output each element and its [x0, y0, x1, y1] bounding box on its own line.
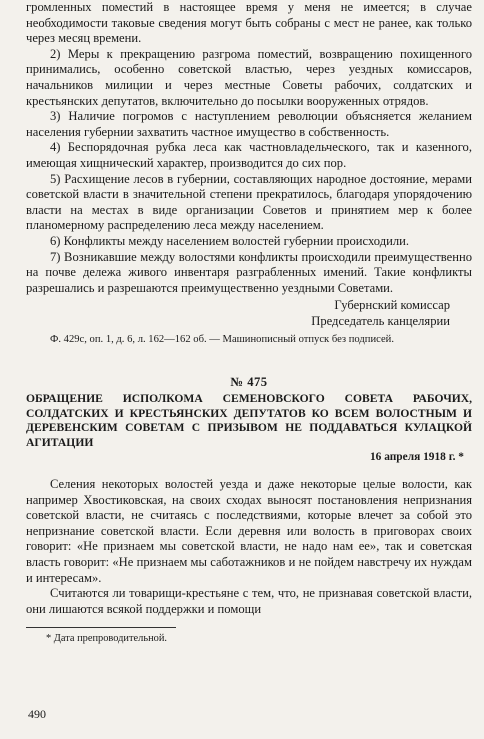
paragraph: 5) Расхищение лесов в губернии, составляющих народное достояние, мерами советской власти в значительной степени прекратилось, благодаря упорядочению власти на местах в виде организации Советов и принятием мер к более планомерному распределению леса между населением.	[26, 171, 472, 233]
signature-line-2: Председатель канцелярии	[311, 313, 450, 328]
document-body	[26, 477, 472, 617]
document-date: 16 апреля 1918 г. *	[369, 451, 464, 464]
document-page	[26, 0, 472, 646]
paragraph: Селения некоторых волостей уезда и даже некоторые целые волости, как например Хвостиковская, на своих сходах выносят постановления непризнания советской власти, не считаясь с последствиями, которые влечет за собой это непризнание советской власти. Если деревня или волость в приговорах своих говорит: «Не признаем мы советской власти, не надо нам ее», так и советская власть говорит: «Не признаем мы саботажников и не пойдем навстречу их нуждам и интересам».	[26, 477, 472, 585]
paragraph: 7) Возникавшие между волостями конфликты происходили преимущественно на почве дележа живого инвентаря разграбленных имений. Такие конфликты разрешались и разрешаются преимущественно уездными Советами.	[26, 249, 472, 295]
document-title: ОБРАЩЕНИЕ ИСПОЛКОМА СЕМЕНОВСКОГО СОВЕТА РАБОЧИХ, СОЛДАТСКИХ И КРЕСТЬЯНСКИХ ДЕПУТАТОВ КО ВСЕМ ВОЛОСТНЫМ И ДЕРЕВЕНСКИМ СОВЕТАМ С ПРИЗЫВОМ НЕ ПОДДАВАТЬСЯ КУЛАЦКОЙ АГИТАЦИИ	[26, 392, 472, 449]
footnote: * Дата препроводительной.	[46, 633, 167, 645]
paragraph: громленных поместий в настоящее время у меня не имеется; в случае необходимости таковые сведения могут быть собраны с мест не ранее, как только через месяц времени.	[26, 0, 472, 46]
document-number: № 475	[230, 375, 268, 390]
paragraph: 2) Меры к прекращению разгрома поместий, возвращению похищенного принимались, особенно советской властью, через уездных комиссаров, начальников милиции и через местные Советы рабочих, солдатских и крестьянских депутатов, включительно до посылки вооруженных отрядов.	[26, 46, 472, 108]
archive-source: Ф. 429с, оп. 1, д. 6, л. 162—162 об. — Машинописный отпуск без подписей.	[50, 334, 394, 346]
paragraph: 6) Конфликты между населением волостей губернии происходили.	[50, 233, 410, 248]
signature-line-1: Губернский комиссар	[334, 298, 450, 313]
paragraph: 3) Наличие погромов с наступлением революции объясняется желанием населения губернии захватить частное имущество в собственность.	[26, 109, 472, 139]
paragraph: Считаются ли товарищи-крестьяне с тем, что, не признавая советской власти, они лишаются всякой поддержки и помощи	[26, 586, 472, 616]
page-number: 490	[28, 707, 46, 721]
paragraph: 4) Беспорядочная рубка леса как частновладельческого, так и казенного, имеющая хищнический характер, производится до сих пор.	[26, 140, 472, 170]
footnote-divider	[26, 627, 176, 628]
